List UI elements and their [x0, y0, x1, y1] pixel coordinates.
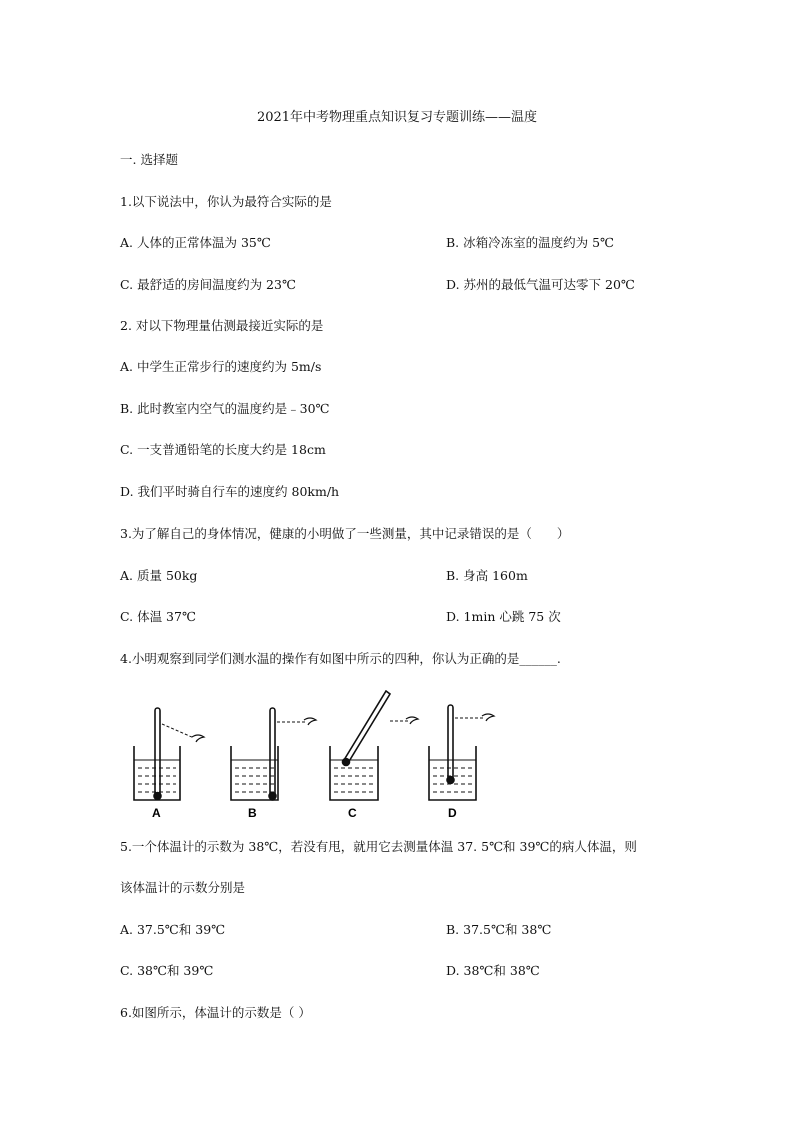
thermometer-figure	[128, 690, 508, 824]
beaker-a	[134, 708, 204, 800]
question-5-option-b: B. 37.5℃和 38℃	[446, 922, 552, 937]
question-3-option-c: C. 体温 37℃	[120, 609, 196, 624]
question-5-stem-line-1: 5.一个体温计的示数为 38℃，若没有甩，就用它去测量体温 37. 5℃和 39℃的病人体温，则	[120, 839, 637, 854]
question-1-option-b: B. 冰箱冷冻室的温度约为 5℃	[446, 235, 615, 250]
figure-label-a: A	[152, 806, 161, 820]
question-3-stem: 3.为了解自己的身体情况，健康的小明做了一些测量，其中记录错误的是（ ）	[120, 526, 570, 541]
question-2-option-c: C. 一支普通铅笔的长度大约是 18cm	[120, 442, 326, 457]
question-2-stem: 2. 对以下物理量估测最接近实际的是	[120, 318, 324, 333]
figure-label-d: D	[448, 806, 457, 820]
beaker-b	[231, 708, 316, 800]
question-5-option-c: C. 38℃和 39℃	[120, 963, 214, 978]
question-1-option-c: C. 最舒适的房间温度约为 23℃	[120, 277, 296, 292]
beaker-d	[429, 705, 494, 800]
question-3-option-b: B. 身高 160m	[446, 568, 528, 583]
question-2-option-b: B. 此时教室内空气的温度约是﹣30℃	[120, 401, 330, 416]
question-3-option-a: A. 质量 50kg	[120, 568, 198, 583]
page-title: 2021年中考物理重点知识复习专题训练——温度	[256, 110, 538, 125]
question-6-stem: 6.如图所示，体温计的示数是（ ）	[120, 1005, 311, 1020]
question-5-stem-line-2: 该体温计的示数分别是	[120, 880, 246, 895]
section-heading: 一. 选择题	[120, 152, 178, 167]
question-1-option-d: D. 苏州的最低气温可达零下 20℃	[446, 277, 635, 292]
question-5-option-a: A. 37.5℃和 39℃	[120, 922, 226, 937]
figure-label-c: C	[348, 806, 357, 820]
question-1-option-a: A. 人体的正常体温为 35℃	[120, 235, 271, 250]
question-2-option-a: A. 中学生正常步行的速度约为 5m/s	[120, 359, 322, 374]
beaker-c	[330, 691, 418, 800]
question-1-stem: 1.以下说法中，你认为最符合实际的是	[120, 194, 332, 209]
question-2-option-d: D. 我们平时骑自行车的速度约 80km/h	[120, 484, 340, 499]
figure-label-b: B	[248, 806, 257, 820]
question-4-stem: 4.小明观察到同学们测水温的操作有如图中所示的四种，你认为正确的是______.	[120, 651, 561, 666]
question-3-option-d: D. 1min 心跳 75 次	[446, 609, 561, 624]
question-5-option-d: D. 38℃和 38℃	[446, 963, 540, 978]
